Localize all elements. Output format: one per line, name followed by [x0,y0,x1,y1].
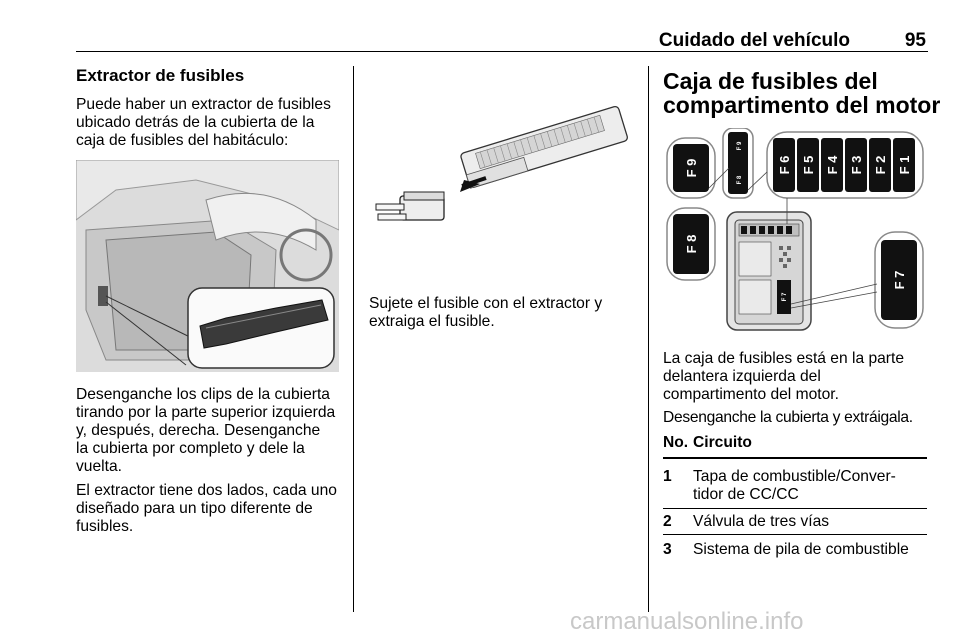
row-circuit: Válvula de tres vías [693,513,830,530]
row-number: 1 [663,468,672,485]
table-header-rule [663,457,927,459]
col-no-header: No. [663,434,689,451]
label-f3: F 3 [849,155,864,175]
label-small-f9: F 9 [737,141,743,151]
caption-line-1: Sujete el fusible con el extractor y [369,295,603,312]
table-row-rule [663,534,927,535]
row-number: 2 [663,513,672,530]
label-small-f7: F 7 [782,292,788,302]
intro-line-2: ubicado detrás de la cubierta de la [76,114,315,131]
label-f1: F 1 [897,155,912,175]
table-row-rule [663,508,927,509]
engine-fusebox-heading-line-2: compartimento del motor [663,92,941,118]
engine-fusebox-heading-line-1: Caja de fusibles del [663,68,878,94]
column-divider-right [648,66,649,612]
label-f2: F 2 [873,155,888,175]
location-line-2: delantera izquierda del [663,368,821,385]
location-line-3: compartimento del motor. [663,386,839,403]
col-circuit-header: Circuito [693,434,752,451]
watermark: carmanualsonline.info [570,608,804,635]
row-circuit: Sistema de pila de combustible [693,541,909,558]
label-small-f8: F 8 [737,175,743,185]
para2-line-2: diseñado para un tipo diferente de [76,500,313,517]
caption-line-2: extraiga el fusible. [369,313,495,330]
label-f8: F 8 [684,234,699,254]
para2-line-3: fusibles. [76,518,134,535]
column-divider-left [353,66,354,612]
label-f7: F 7 [892,270,907,290]
header-rule [76,51,928,52]
row-circuit-line: tidor de CC/CC [693,486,799,504]
para1-line-4: la cubierta por completo y dele la [76,440,305,457]
para2-line-1: El extractor tiene dos lados, cada uno [76,482,337,499]
row-circuit-line: Tapa de combustible/Conver- [693,468,896,485]
label-f5: F 5 [801,155,816,175]
para1-line-2: tirando por la parte superior izquierda [76,404,336,421]
location-line-1: La caja de fusibles está en la parte [663,350,904,367]
intro-line-1: Puede haber un extractor de fusibles [76,96,331,113]
engine-fusebox-diagram [663,128,927,332]
para1-line-1: Desenganche los clips de la cubierta [76,386,330,403]
glovebox-illustration [76,160,339,372]
remove-cover-text: Desenganche la cubierta y extráigala. [663,409,913,426]
page-number: 95 [904,30,926,51]
label-f4: F 4 [825,155,840,175]
label-f6: F 6 [777,155,792,175]
para1-line-5: vuelta. [76,458,122,475]
fuse-puller-illustration [368,94,632,244]
intro-line-3: caja de fusibles del habitáculo: [76,132,289,149]
fuse-puller-heading: Extractor de fusibles [76,66,245,85]
row-number: 3 [663,541,672,558]
para1-line-3: y, después, derecha. Desenganche [76,422,321,439]
label-f9: F 9 [684,158,699,178]
running-header-title: Cuidado del vehículo [658,30,850,51]
row-circuit [693,468,927,504]
